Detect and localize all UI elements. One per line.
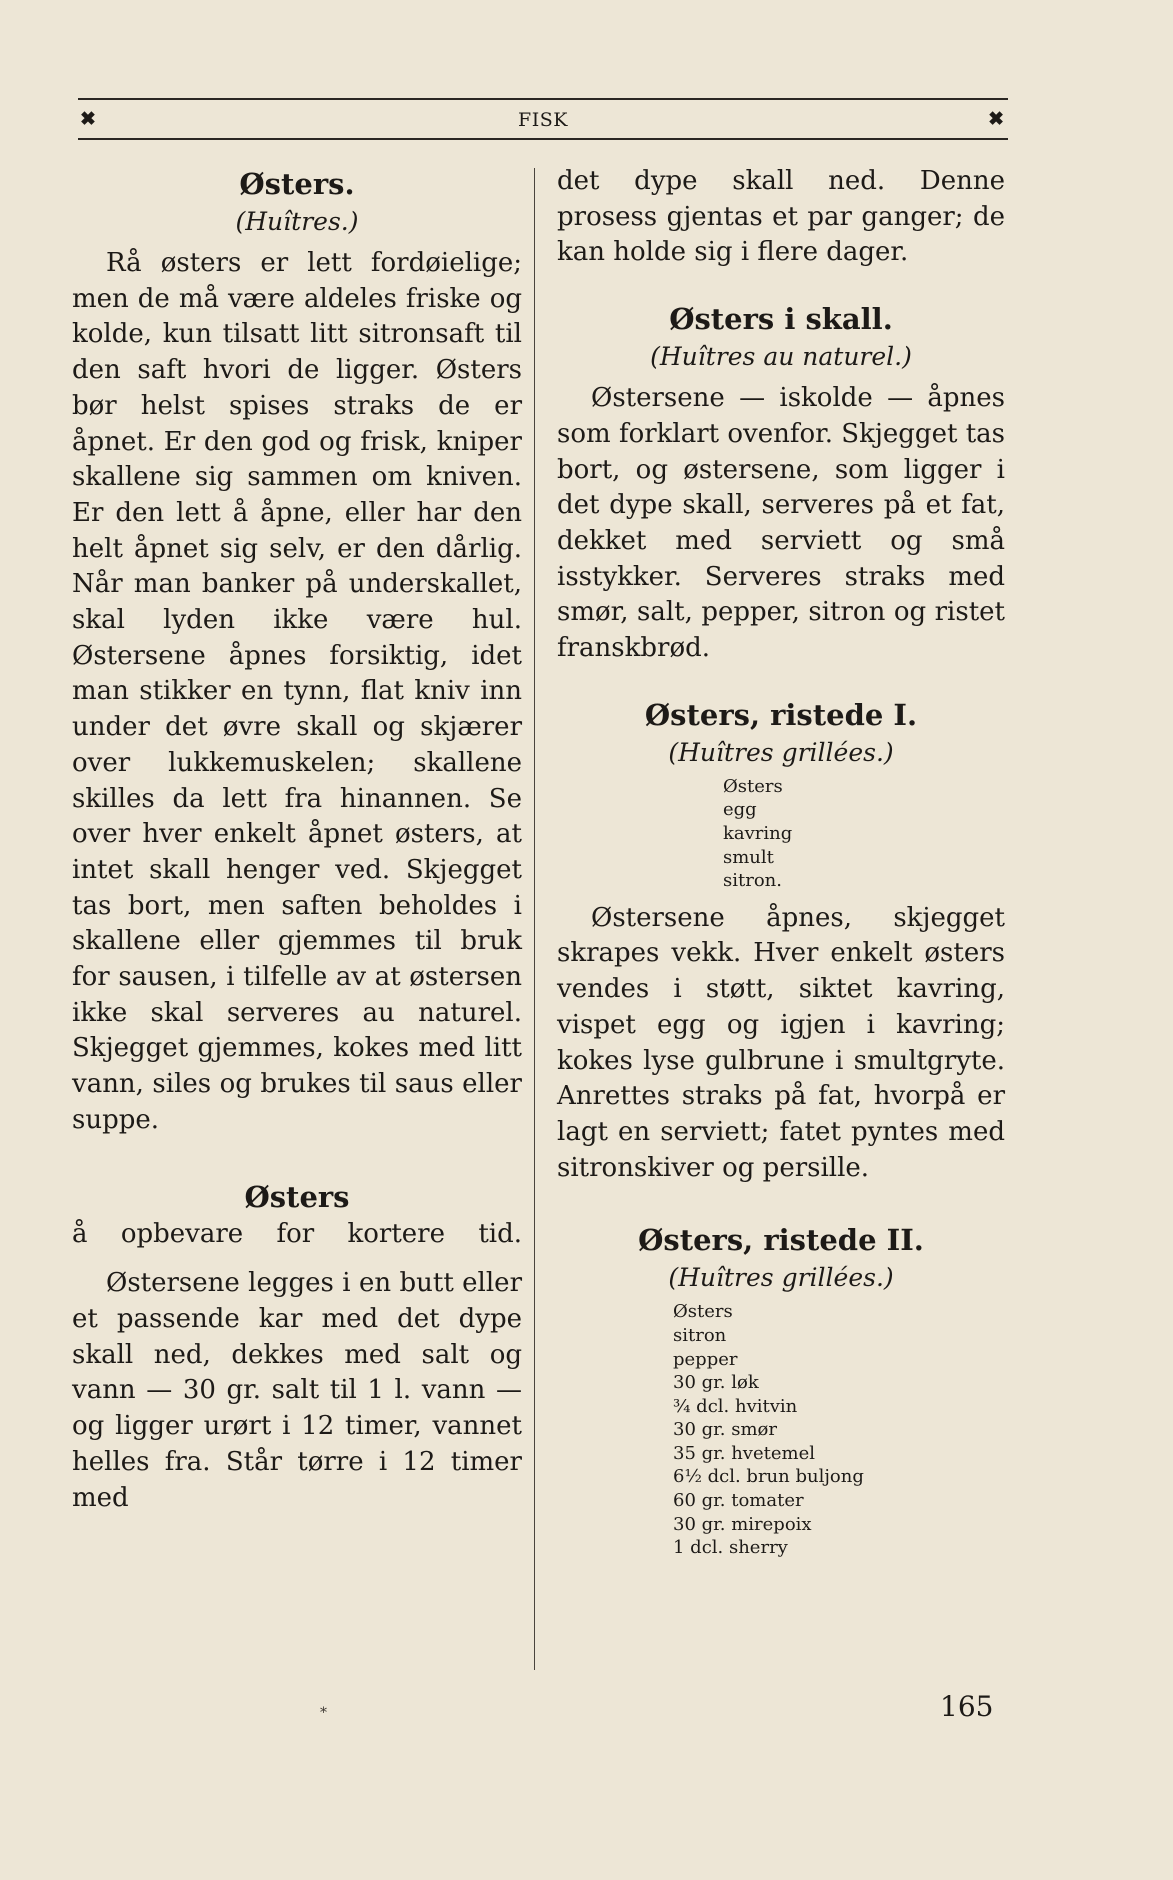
section-title-osters-i-skall: Østers i skall. [669, 302, 893, 337]
ingredient-item: sitron [673, 1324, 727, 1346]
ingredient-item: smult [723, 846, 774, 868]
footer-star-icon: * [320, 1705, 327, 1721]
right-column [557, 164, 1005, 1568]
ingredient-list-ristede-1 [557, 775, 1005, 893]
ingredient-item: 1 dcl. sherry [673, 1537, 788, 1559]
section-subtitle-opbevare: å opbevare for kortere tid. [72, 1218, 522, 1249]
ingredient-item: 30 gr. smør [673, 1419, 777, 1441]
ingredient-item: ¾ dcl. hvitvin [673, 1395, 798, 1417]
paragraph-continuation: det dype skall ned. Denne prosess gjentas et par ganger; de kan holde sig i flere dager. [557, 166, 1005, 268]
ingredient-item: 30 gr. løk [673, 1372, 759, 1394]
section-title-ristede-1: Østers, ristede I. [644, 697, 918, 732]
section-title-ristede-2: Østers, ristede II. [638, 1223, 924, 1258]
page-number: 165 [940, 1690, 994, 1723]
paragraph-ristede-1: Østersene åpnes, skjegget skrapes vekk. Hver enkelt østers vendes i støtt, siktet kavring, vispet egg og igjen i kavring; kokes lyse gulbrune i smultgryte. Anrettes straks på fat, hvorpå er lagt en serviett; fatet pyntes med sitronskiver og persille. [557, 902, 1005, 1183]
left-column [72, 164, 522, 1516]
ingredient-item: 60 gr. tomater [673, 1490, 804, 1512]
ingredient-item: sitron. [723, 870, 782, 892]
ingredient-item: pepper [673, 1348, 738, 1370]
ingredient-list-ristede-2 [557, 1300, 1005, 1560]
paragraph-opbevare: Østersene legges i en butt eller et passende kar med det dype skall ned, dekkes med salt og vann — 30 gr. salt til 1 l. vann — og ligger urørt i 12 timer, vannet helles fra. Står tørre i 12 timer med [72, 1268, 522, 1513]
ingredient-item: 30 gr. mirepoix [673, 1513, 812, 1535]
section-subtitle-grillees-1: (Huîtres grillées.) [668, 737, 894, 767]
ingredient-item: Østers [723, 775, 783, 797]
running-head-title: FISK [518, 109, 568, 131]
ingredient-item: 6½ dcl. brun buljong [673, 1466, 864, 1488]
section-title-osters-opbevare: Østers [244, 1179, 350, 1214]
ingredient-item: kavring [723, 822, 793, 844]
paragraph-osters-i-skall: Østersene — iskolde — åpnes som forklart ovenfor. Skjegget tas bort, og østersene, som ligger i det dype skall, serveres på et fat, dekket med serviett og små isstykker. Serveres straks med smør, salt, pepper, sitron og ristet franskbrød. [557, 383, 1005, 664]
ingredient-item: egg [723, 799, 757, 821]
section-subtitle-grillees-2: (Huîtres grillées.) [668, 1263, 894, 1293]
section-subtitle-au-naturel: (Huîtres au naturel.) [650, 342, 912, 372]
ornament-right-icon: ✖ [988, 108, 1004, 130]
ingredient-item: Østers [673, 1301, 733, 1323]
paragraph-osters: Rå østers er lett fordøielige; men de må være aldeles friske og kolde, kun tilsatt litt sitronsaft til den saft hvori de ligger. Østers bør helst spises straks de er åpnet. Er den god og frisk, kniper skallene sig sammen om kniven. Er den lett å åpne, eller har den helt åpnet sig selv, er den dårlig. Når man banker på underskallet, skal lyden ikke være hul. Østersene åpnes forsiktig, idet man stikker en tynn, flat kniv inn under det øvre skall og skjærer over lukkemuskelen; skallene skilles da lett fra hinannen. Se over hver enkelt åpnet østers, at intet skall henger ved. Skjegget tas bort, men saften beholdes i skallene eller gjemmes til bruk for sausen, i tilfelle av at østersen ikke skal serveres au naturel. Skjegget gjemmes, kokes med litt vann, siles og brukes til saus eller suppe. [72, 248, 522, 1135]
section-title-osters: Østers. [239, 167, 355, 201]
running-head [78, 98, 1008, 140]
section-subtitle-huitres: (Huîtres.) [235, 207, 359, 236]
column-divider [534, 168, 535, 1670]
ornament-left-icon: ✖ [80, 108, 96, 130]
ingredient-item: 35 gr. hvetemel [673, 1442, 815, 1464]
